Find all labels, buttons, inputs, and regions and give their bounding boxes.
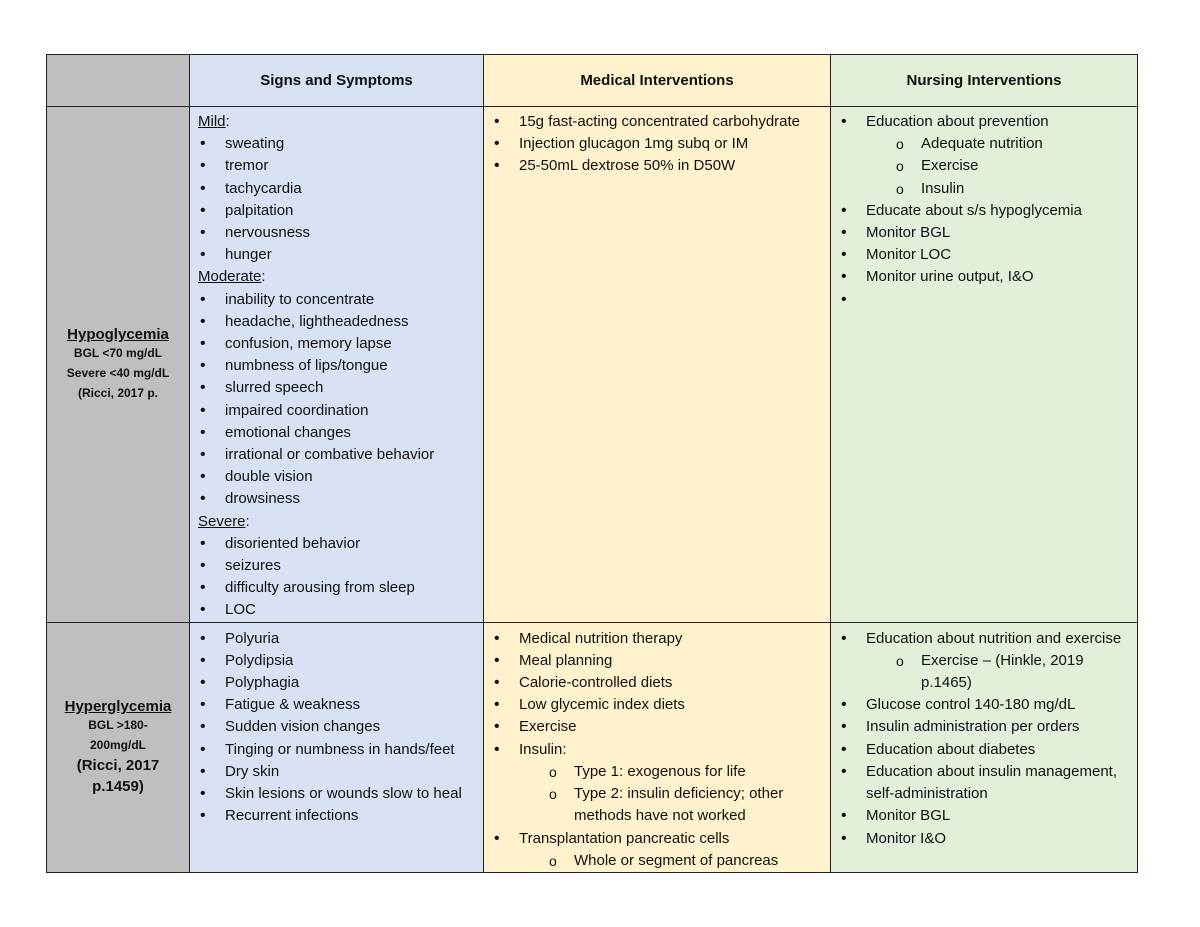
condition-detail: Severe <40 mg/dL <box>66 365 170 380</box>
list-item: • Monitor urine output, I&O <box>831 266 1137 288</box>
sub-list-item: o Type 2: insulin deficiency; other methods have not worked <box>484 783 830 827</box>
nursing-cell <box>831 107 1138 623</box>
condition-cell-hyperglycemia <box>47 622 190 872</box>
list-item: • Education about insulin management, self-administration <box>831 761 1137 805</box>
list-item: • palpitation <box>190 200 483 222</box>
list-item: • emotional changes <box>190 422 483 444</box>
table-row <box>47 622 1138 872</box>
list-item: • tremor <box>190 155 483 177</box>
list-item: • 15g fast-acting concentrated carbohydrate <box>484 111 830 133</box>
list-item: • headache, lightheadedness <box>190 311 483 333</box>
list-item: • double vision <box>190 466 483 488</box>
list-item: • Monitor I&O <box>831 828 1137 850</box>
list-item: • difficulty arousing from sleep <box>190 577 483 599</box>
severity-subheading <box>190 266 483 288</box>
sub-list-item: o Exercise – (Hinkle, 2019 p.1465) <box>831 650 1137 694</box>
list-item: • Education about diabetes <box>831 739 1137 761</box>
medical-cell <box>484 107 831 623</box>
list-item: • Calorie-controlled diets <box>484 672 830 694</box>
list-item: • Monitor LOC <box>831 244 1137 266</box>
list-item: • tachycardia <box>190 178 483 200</box>
list-item: • slurred speech <box>190 377 483 399</box>
list-item: • Meal planning <box>484 650 830 672</box>
list-item: • Monitor BGL <box>831 222 1137 244</box>
header-signs-symptoms: Signs and Symptoms <box>190 55 484 107</box>
list-item: • numbness of lips/tongue <box>190 355 483 377</box>
severity-subheading <box>190 111 483 133</box>
sub-list-item: o Insulin <box>831 178 1137 200</box>
list-item: • Dry skin <box>190 761 483 783</box>
list-item: • Education about prevention <box>831 111 1137 133</box>
list-item: • seizures <box>190 555 483 577</box>
list-item: • Polydipsia <box>190 650 483 672</box>
list-item: • Transplantation pancreatic cells <box>484 828 830 850</box>
list-item: • sweating <box>190 133 483 155</box>
sub-list-item: o Exercise <box>831 155 1137 177</box>
list-item: • nervousness <box>190 222 483 244</box>
list-item: • Tinging or numbness in hands/feet <box>190 739 483 761</box>
list-item: • disoriented behavior <box>190 533 483 555</box>
sub-list-item: o Whole or segment of pancreas <box>484 850 830 872</box>
list-item: • Injection glucagon 1mg subq or IM <box>484 133 830 155</box>
condition-citation: p.1459) <box>92 777 144 795</box>
list-item: • Polyuria <box>190 628 483 650</box>
condition-cell-hypoglycemia <box>47 107 190 623</box>
header-row <box>47 55 1138 107</box>
list-item: • LOC <box>190 599 483 621</box>
list-item: • Insulin: <box>484 739 830 761</box>
symptoms-cell <box>190 107 484 623</box>
list-item: • confusion, memory lapse <box>190 333 483 355</box>
header-medical-interventions: Medical Interventions <box>484 55 831 107</box>
condition-detail: 200mg/dL <box>89 737 146 752</box>
list-item: • impaired coordination <box>190 400 483 422</box>
list-item: • Skin lesions or wounds slow to heal <box>190 783 483 805</box>
condition-detail: BGL <70 mg/dL <box>73 345 163 360</box>
comparison-table <box>46 54 1138 873</box>
list-item: • hunger <box>190 244 483 266</box>
list-item: • Medical nutrition therapy <box>484 628 830 650</box>
severity-label: Mild <box>198 113 226 130</box>
list-item: • Exercise <box>484 716 830 738</box>
severity-label: Severe <box>198 512 246 530</box>
condition-detail: BGL >180- <box>88 717 148 732</box>
severity-subheading <box>190 511 483 533</box>
list-item: • Low glycemic index diets <box>484 694 830 716</box>
list-item: • Sudden vision changes <box>190 716 483 738</box>
severity-colon: : <box>261 268 266 286</box>
condition-name: Hyperglycemia <box>64 697 172 715</box>
corner-header-cell <box>47 55 190 107</box>
list-item: • 25-50mL dextrose 50% in D50W <box>484 155 830 177</box>
sub-list-item: o Adequate nutrition <box>831 133 1137 155</box>
symptoms-cell <box>190 622 484 872</box>
severity-colon: : <box>225 113 230 130</box>
severity-colon: : <box>245 512 250 530</box>
list-item: • Education about nutrition and exercise <box>831 628 1137 650</box>
list-item: • Polyphagia <box>190 672 483 694</box>
condition-name: Hypoglycemia <box>67 325 169 343</box>
list-item: • Insulin administration per orders <box>831 716 1137 738</box>
list-item: • Fatigue & weakness <box>190 694 483 716</box>
list-item: • Monitor BGL <box>831 805 1137 827</box>
list-item: • Glucose control 140-180 mg/dL <box>831 694 1137 716</box>
list-item: • Educate about s/s hypoglycemia <box>831 200 1137 222</box>
nursing-cell <box>831 622 1138 872</box>
medical-cell <box>484 622 831 872</box>
severity-label: Moderate <box>198 268 262 286</box>
sub-list-item: o Type 1: exogenous for life <box>484 761 830 783</box>
list-item: • Recurrent infections <box>190 805 483 827</box>
header-nursing-interventions: Nursing Interventions <box>831 55 1138 107</box>
table-row <box>47 107 1138 623</box>
list-item: • irrational or combative behavior <box>190 444 483 466</box>
list-item: • inability to concentrate <box>190 289 483 311</box>
list-item: • drowsiness <box>190 488 483 510</box>
condition-citation: (Ricci, 2017 <box>76 756 160 774</box>
condition-detail: (Ricci, 2017 p. <box>77 385 159 400</box>
